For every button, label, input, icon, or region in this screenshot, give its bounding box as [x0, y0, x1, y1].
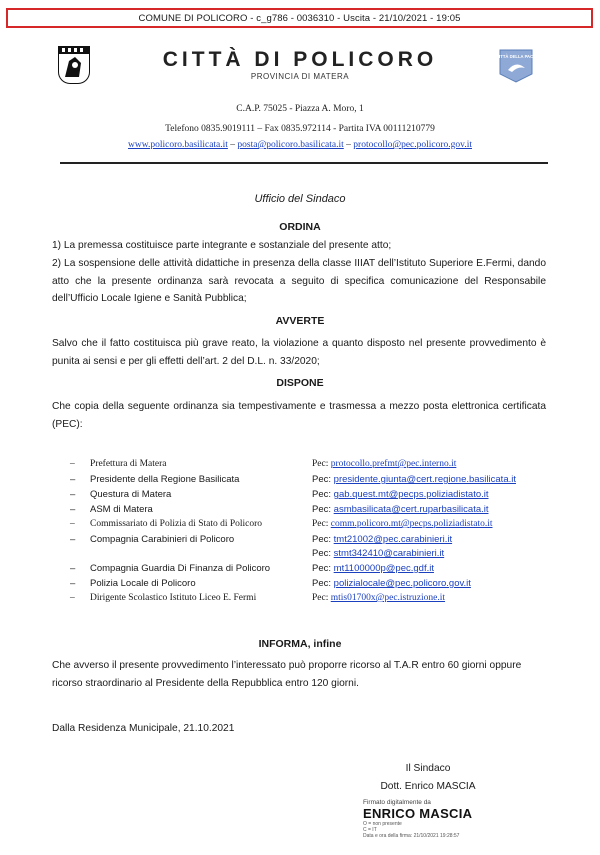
recipient-dash: –: [70, 474, 76, 485]
digital-signature-meta: Data e ora della firma: 21/10/2021 19:28:57: [363, 833, 460, 839]
website-link[interactable]: www.policoro.basilicata.it: [128, 140, 228, 150]
city-title: CITTÀ DI POLICORO: [162, 48, 438, 71]
recipient-pec-link[interactable]: comm.policoro.mt@pecps.poliziadistato.it: [330, 519, 493, 529]
recipient-name: Dirigente Scolastico Istituto Liceo E. Fermi: [90, 593, 257, 603]
dispone-text: Che copia della seguente ordinanza sia tempestivamente e trasmessa a mezzo posta elettronica certificata (PEC):: [52, 401, 546, 430]
recipient-dash: –: [70, 593, 75, 603]
recipient-dash: –: [70, 534, 76, 545]
recipient-pec-link[interactable]: presidente.giunta@cert.regione.basilicata.it: [333, 474, 516, 485]
ordina-heading: ORDINA: [279, 221, 321, 233]
recipient-dash: –: [70, 459, 75, 469]
place-date: Dalla Residenza Municipale, 21.10.2021: [52, 723, 235, 734]
recipient-row: [70, 563, 550, 576]
signature-name: Dott. Enrico MASCIA: [380, 781, 476, 792]
signature-role: Il Sindaco: [405, 763, 451, 774]
recipient-row: [70, 534, 550, 547]
pec-label: Pec:: [312, 578, 332, 589]
link-separator: –: [227, 140, 238, 150]
digital-signature-label: Firmato digitalmente da: [363, 799, 431, 806]
recipient-dash: –: [70, 519, 75, 529]
recipient-row: [70, 489, 550, 502]
ordina-point-1: 1) La premessa costituisce parte integrante e sostanziale del presente atto;: [52, 240, 392, 251]
pec-label: Pec:: [312, 474, 332, 485]
recipient-row: [70, 578, 550, 591]
recipient-name: ASM di Matera: [90, 504, 153, 515]
contacts-line: Telefono 0835.9019111 – Fax 0835.972114 - Partita IVA 00111210779: [165, 124, 435, 134]
recipient-row: [70, 519, 550, 532]
recipient-name: Questura di Matera: [90, 489, 172, 500]
recipient-dash: –: [70, 504, 76, 515]
digital-signature-name: ENRICO MASCIA: [363, 806, 473, 821]
pec-label: Pec:: [312, 593, 329, 603]
pec-label: Pec:: [312, 548, 332, 559]
recipient-name: Commissariato di Polizia di Stato di Policoro: [90, 519, 263, 529]
recipient-pec-link[interactable]: protocollo.prefmt@pec.interno.it: [330, 459, 457, 469]
digital-signature-meta: O = non presente: [363, 821, 402, 827]
protocol-text: COMUNE DI POLICORO - c_g786 - 0036310 - Uscita - 21/10/2021 - 19:05: [138, 12, 461, 24]
peace-logo-text: CITTÀ DELLA PACE: [498, 54, 534, 59]
recipient-row: [70, 474, 550, 487]
recipient-name: Compagnia Guardia Di Finanza di Policoro: [90, 563, 271, 574]
recipient-pec-link[interactable]: mtis01700x@pec.istruzione.it: [330, 593, 446, 603]
protocol-stamp: [6, 8, 593, 28]
recipient-row: [70, 548, 550, 561]
recipient-pec-link[interactable]: asmbasilicata@cert.ruparbasilicata.it: [333, 504, 489, 515]
header-divider: [60, 162, 548, 164]
informa-heading: INFORMA, infine: [258, 638, 342, 650]
avverte-heading: AVVERTE: [275, 315, 325, 327]
ordina-point-2: 2) La sospensione delle attività didattiche in presenza della classe IIIAT dell’Istituto Superiore E.Fermi, dando atto che la presente ordinanza sarà revocata a seguito di specifica comunicazione del Responsabile dell’Ufficio Locale Igiene e Sanità Pubblica;: [52, 258, 546, 304]
recipient-pec-link[interactable]: stmt342410@carabinieri.it: [333, 548, 445, 559]
informa-text: Che avverso il presente provvedimento l’interessato può proporre ricorso al T.A.R entro 60 giorni oppure ricorso straordinario al Presidente della Repubblica entro 120 giorni.: [52, 660, 522, 689]
link-separator: –: [343, 140, 354, 150]
recipient-dash: –: [70, 578, 76, 589]
digital-signature-block: [363, 799, 503, 839]
digital-signature-meta: C = IT: [363, 827, 377, 833]
recipient-row: [70, 459, 550, 472]
recipient-row: [70, 593, 550, 606]
pec-label: Pec:: [312, 563, 332, 574]
avverte-text: Salvo che il fatto costituisca più grave reato, la violazione a quanto disposto nel presente provvedimento è punita ai sensi e per gli effetti dell’art. 2 del D.L. n. 33/2020;: [52, 338, 546, 367]
pec-label: Pec:: [312, 489, 332, 500]
recipient-pec-link[interactable]: mt1100000p@pec.gdf.it: [333, 563, 434, 574]
province-label: PROVINCIA DI MATERA: [250, 72, 350, 81]
pec-label: Pec:: [312, 459, 329, 469]
email-link[interactable]: posta@policoro.basilicata.it: [237, 140, 344, 150]
pec-link[interactable]: protocollo@pec.policoro.gov.it: [353, 140, 472, 150]
recipient-dash: –: [70, 563, 76, 574]
links-line: [0, 140, 600, 150]
recipient-pec-link[interactable]: gab.quest.mt@pecps.poliziadistato.it: [333, 489, 489, 500]
recipient-name: Polizia Locale di Policoro: [90, 578, 196, 589]
recipient-pec-link[interactable]: tmt21002@pec.carabinieri.it: [333, 534, 453, 545]
office-title: Ufficio del Sindaco: [254, 193, 346, 205]
recipient-name: Compagnia Carabinieri di Policoro: [90, 534, 235, 545]
address-line: C.A.P. 75025 - Piazza A. Moro, 1: [236, 104, 364, 114]
recipient-dash: –: [70, 489, 76, 500]
pec-label: Pec:: [312, 519, 329, 529]
recipient-row: [70, 504, 550, 517]
recipient-name: Prefettura di Matera: [90, 459, 167, 469]
pec-label: Pec:: [312, 534, 332, 545]
pec-label: Pec:: [312, 504, 332, 515]
dispone-heading: DISPONE: [276, 377, 324, 389]
recipient-name: Presidente della Regione Basilicata: [90, 474, 240, 485]
citta-della-pace-logo: [498, 48, 534, 84]
recipient-pec-link[interactable]: polizialocale@pec.policoro.gov.it: [333, 578, 471, 589]
